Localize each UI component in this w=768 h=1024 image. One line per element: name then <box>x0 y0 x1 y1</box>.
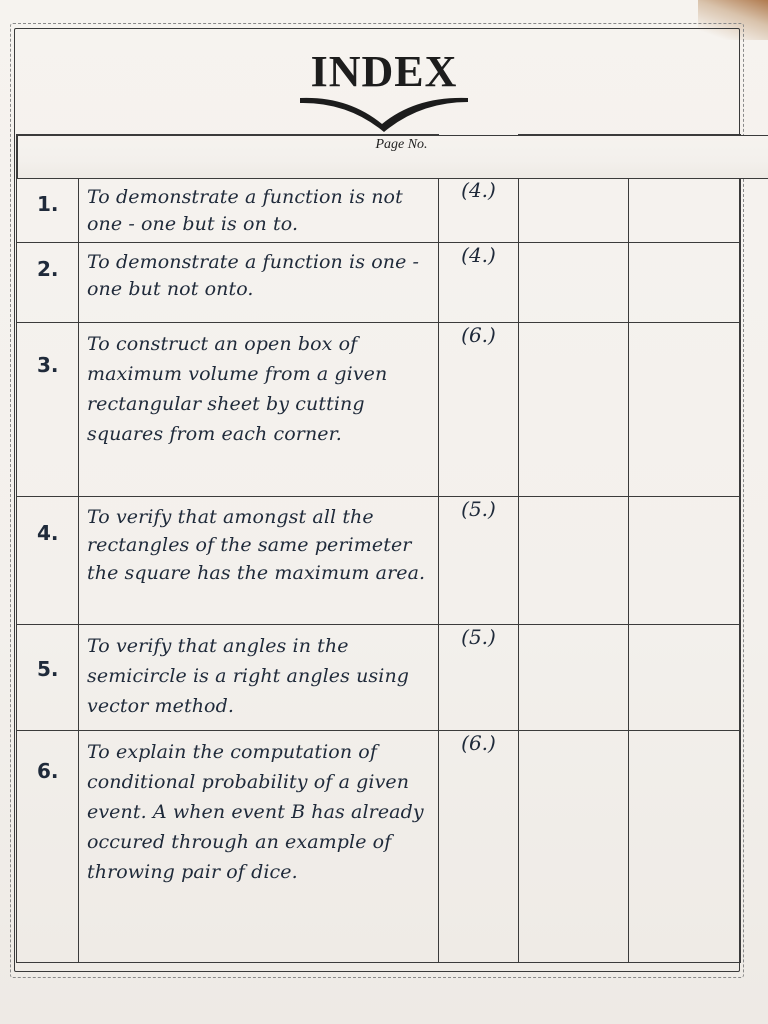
experiment-name: To construct an open box of maximum volume from a given rectangular sheet by cutting squares from each corner. <box>87 333 388 445</box>
column-header-page: Page No. <box>17 135 768 179</box>
date-cell <box>519 243 629 323</box>
row-number-cell <box>17 243 79 323</box>
index-header <box>0 46 768 97</box>
experiment-cell <box>79 243 439 323</box>
remarks-cell <box>629 497 741 625</box>
page-cell <box>439 625 519 731</box>
remarks-cell <box>629 243 741 323</box>
table-row <box>17 178 741 243</box>
experiment-name: To verify that angles in the semicircle is a right angles using vector method. <box>87 635 410 717</box>
experiment-cell <box>79 178 439 243</box>
table-row <box>17 625 741 731</box>
experiment-name: To demonstrate a function is one - one but not onto. <box>87 251 420 300</box>
remarks-cell <box>629 625 741 731</box>
table-row <box>17 243 741 323</box>
row-number: 1. <box>37 192 59 216</box>
table-row <box>17 323 741 497</box>
page-number: (4.) <box>461 243 496 267</box>
experiment-cell <box>79 731 439 963</box>
page-number: (6.) <box>461 323 496 347</box>
row-number-cell <box>17 497 79 625</box>
row-number: 4. <box>37 521 59 545</box>
remarks-cell <box>629 178 741 243</box>
row-number-cell <box>17 731 79 963</box>
table-row <box>17 731 741 963</box>
row-number: 2. <box>37 257 59 281</box>
experiment-name: To verify that amongst all the rectangles of the same perimeter the square has the maximum area. <box>87 506 426 584</box>
page-cell <box>439 243 519 323</box>
table-header-row <box>17 135 741 178</box>
page-number: (5.) <box>461 497 496 521</box>
row-number: 5. <box>37 657 59 681</box>
experiment-name: To demonstrate a function is not one - one but is on to. <box>87 186 403 235</box>
row-number-cell <box>17 178 79 243</box>
remarks-cell <box>629 323 741 497</box>
page-number: (4.) <box>461 178 496 202</box>
remarks-cell <box>629 731 741 963</box>
page-number: (6.) <box>461 731 496 755</box>
date-cell <box>519 731 629 963</box>
experiment-cell <box>79 625 439 731</box>
experiment-name: To explain the computation of conditional probability of a given event. A when event B has already occured through an example of throwing pair of dice. <box>87 741 424 883</box>
index-table <box>16 134 741 963</box>
date-cell <box>519 497 629 625</box>
row-number: 3. <box>37 353 59 377</box>
title-swoosh-icon <box>298 94 470 134</box>
page-cell <box>439 497 519 625</box>
page-cell <box>439 323 519 497</box>
row-number-cell <box>17 625 79 731</box>
page-cell <box>439 178 519 243</box>
date-cell <box>519 625 629 731</box>
row-number-cell <box>17 323 79 497</box>
page-title: INDEX <box>310 47 458 96</box>
page-number: (5.) <box>461 625 496 649</box>
date-cell <box>519 178 629 243</box>
table-row <box>17 497 741 625</box>
experiment-cell <box>79 323 439 497</box>
row-number: 6. <box>37 759 59 783</box>
date-cell <box>519 323 629 497</box>
experiment-cell <box>79 497 439 625</box>
page-cell <box>439 731 519 963</box>
